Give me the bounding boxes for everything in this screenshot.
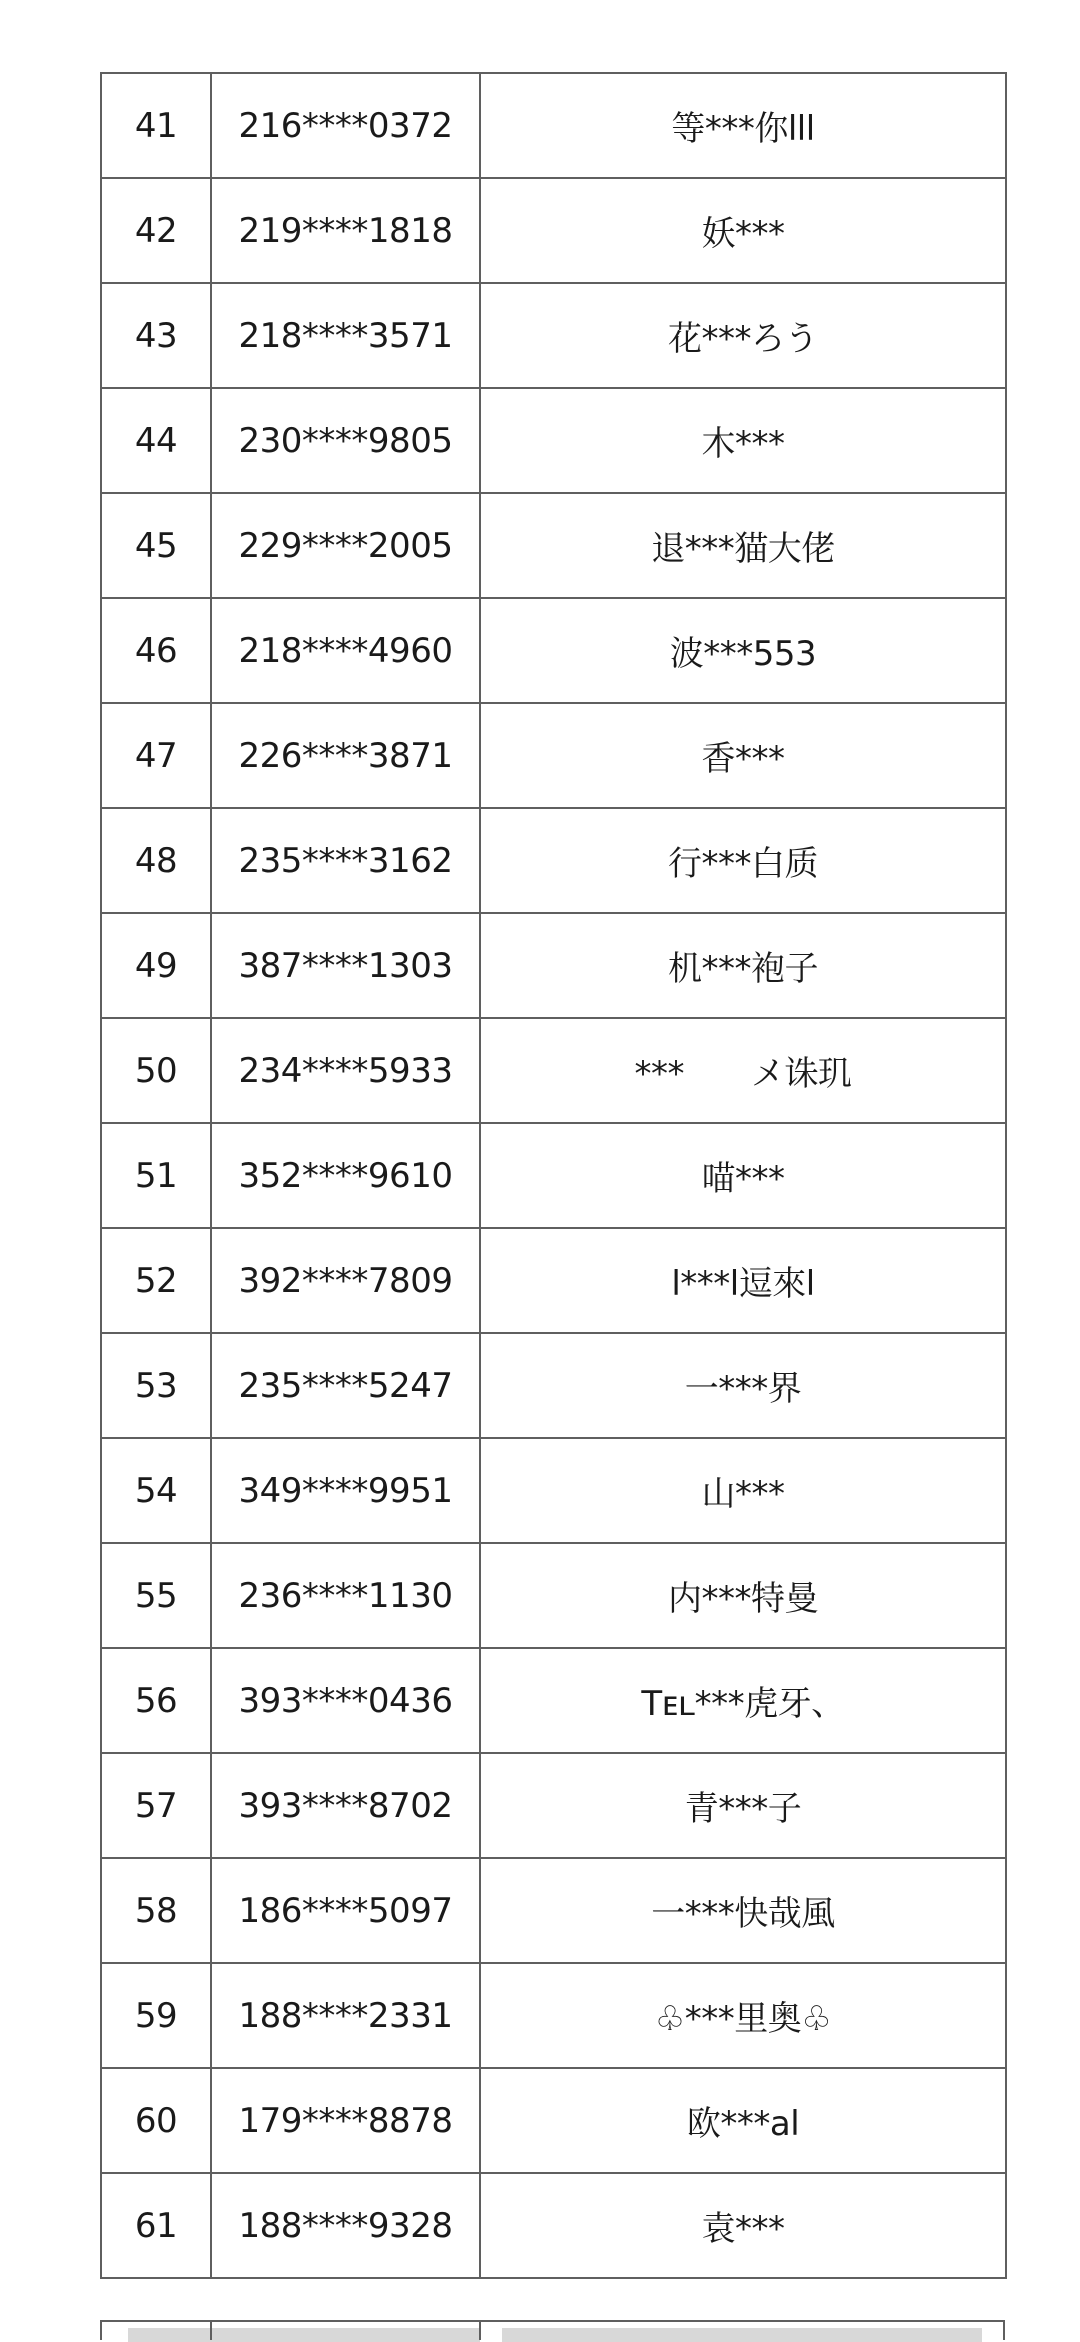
nickname-cell: 香*** bbox=[480, 703, 1006, 808]
nickname-cell: 机***袍子 bbox=[480, 913, 1006, 1018]
nickname-cell: ♧***里奥♧ bbox=[480, 1963, 1006, 2068]
winners-table-container bbox=[100, 72, 1005, 2279]
phone-cell: 226****3871 bbox=[211, 703, 480, 808]
table-row bbox=[101, 2173, 1006, 2278]
phone-cell: 234****5933 bbox=[211, 1018, 480, 1123]
nickname-cell: *** メ诛玑 bbox=[480, 1018, 1006, 1123]
phone-cell: 387****1303 bbox=[211, 913, 480, 1018]
table-row bbox=[101, 1438, 1006, 1543]
phone-cell: 349****9951 bbox=[211, 1438, 480, 1543]
row-number-cell: 44 bbox=[101, 388, 211, 493]
table-row bbox=[101, 913, 1006, 1018]
nickname-cell: 花***ろう bbox=[480, 283, 1006, 388]
nickname-cell: 行***白质 bbox=[480, 808, 1006, 913]
table-row bbox=[101, 1333, 1006, 1438]
table-row bbox=[101, 73, 1006, 178]
phone-cell: 235****3162 bbox=[211, 808, 480, 913]
column-divider bbox=[479, 2322, 481, 2340]
nickname-cell: 内***特曼 bbox=[480, 1543, 1006, 1648]
phone-cell: 236****1130 bbox=[211, 1543, 480, 1648]
row-number-cell: 47 bbox=[101, 703, 211, 808]
phone-cell: 230****9805 bbox=[211, 388, 480, 493]
phone-cell: 352****9610 bbox=[211, 1123, 480, 1228]
row-number-cell: 61 bbox=[101, 2173, 211, 2278]
column-divider bbox=[210, 2322, 212, 2340]
phone-cell: 188****2331 bbox=[211, 1963, 480, 2068]
table-row bbox=[101, 1018, 1006, 1123]
phone-cell: 393****8702 bbox=[211, 1753, 480, 1858]
row-number-cell: 46 bbox=[101, 598, 211, 703]
row-number-cell: 57 bbox=[101, 1753, 211, 1858]
nickname-cell: 退***猫大佬 bbox=[480, 493, 1006, 598]
row-number-cell: 59 bbox=[101, 1963, 211, 2068]
row-number-cell: 48 bbox=[101, 808, 211, 913]
phone-cell: 218****4960 bbox=[211, 598, 480, 703]
table-row bbox=[101, 703, 1006, 808]
phone-cell: 216****0372 bbox=[211, 73, 480, 178]
row-number-cell: 41 bbox=[101, 73, 211, 178]
table-row bbox=[101, 493, 1006, 598]
nickname-cell: l***l逗來l bbox=[480, 1228, 1006, 1333]
nickname-cell: 一***界 bbox=[480, 1333, 1006, 1438]
phone-cell: 186****5097 bbox=[211, 1858, 480, 1963]
table-row bbox=[101, 388, 1006, 493]
table-row bbox=[101, 1963, 1006, 2068]
nickname-cell: 袁*** bbox=[480, 2173, 1006, 2278]
nickname-cell: 波***553 bbox=[480, 598, 1006, 703]
row-number-cell: 53 bbox=[101, 1333, 211, 1438]
nickname-cell: 木*** bbox=[480, 388, 1006, 493]
phone-cell: 392****7809 bbox=[211, 1228, 480, 1333]
table-row bbox=[101, 598, 1006, 703]
nickname-cell: 青***子 bbox=[480, 1753, 1006, 1858]
phone-cell: 235****5247 bbox=[211, 1333, 480, 1438]
row-number-cell: 55 bbox=[101, 1543, 211, 1648]
table-row bbox=[101, 283, 1006, 388]
row-number-cell: 45 bbox=[101, 493, 211, 598]
phone-cell: 219****1818 bbox=[211, 178, 480, 283]
row-number-cell: 50 bbox=[101, 1018, 211, 1123]
nickname-cell: 山*** bbox=[480, 1438, 1006, 1543]
row-number-cell: 58 bbox=[101, 1858, 211, 1963]
nickname-cell: 等***你lll bbox=[480, 73, 1006, 178]
phone-cell: 229****2005 bbox=[211, 493, 480, 598]
row-number-cell: 56 bbox=[101, 1648, 211, 1753]
nickname-cell: Tᴇʟ***虎牙、 bbox=[480, 1648, 1006, 1753]
phone-cell: 179****8878 bbox=[211, 2068, 480, 2173]
row-number-cell: 60 bbox=[101, 2068, 211, 2173]
row-number-cell: 49 bbox=[101, 913, 211, 1018]
nickname-cell: 一***快哉風 bbox=[480, 1858, 1006, 1963]
table-row bbox=[101, 2068, 1006, 2173]
row-number-cell: 54 bbox=[101, 1438, 211, 1543]
nickname-cell: 喵*** bbox=[480, 1123, 1006, 1228]
winners-table bbox=[100, 72, 1007, 2279]
row-number-cell: 43 bbox=[101, 283, 211, 388]
row-number-cell: 52 bbox=[101, 1228, 211, 1333]
nickname-cell: 欧***al bbox=[480, 2068, 1006, 2173]
table-row bbox=[101, 1123, 1006, 1228]
table-row bbox=[101, 1648, 1006, 1753]
table-row bbox=[101, 808, 1006, 913]
nickname-cell: 妖*** bbox=[480, 178, 1006, 283]
cut-off-table-row bbox=[100, 2320, 1005, 2340]
row-number-cell: 42 bbox=[101, 178, 211, 283]
table-row bbox=[101, 178, 1006, 283]
row-number-cell: 51 bbox=[101, 1123, 211, 1228]
table-row bbox=[101, 1543, 1006, 1648]
table-row bbox=[101, 1858, 1006, 1963]
table-row bbox=[101, 1228, 1006, 1333]
table-row bbox=[101, 1753, 1006, 1858]
phone-cell: 188****9328 bbox=[211, 2173, 480, 2278]
phone-cell: 218****3571 bbox=[211, 283, 480, 388]
phone-cell: 393****0436 bbox=[211, 1648, 480, 1753]
